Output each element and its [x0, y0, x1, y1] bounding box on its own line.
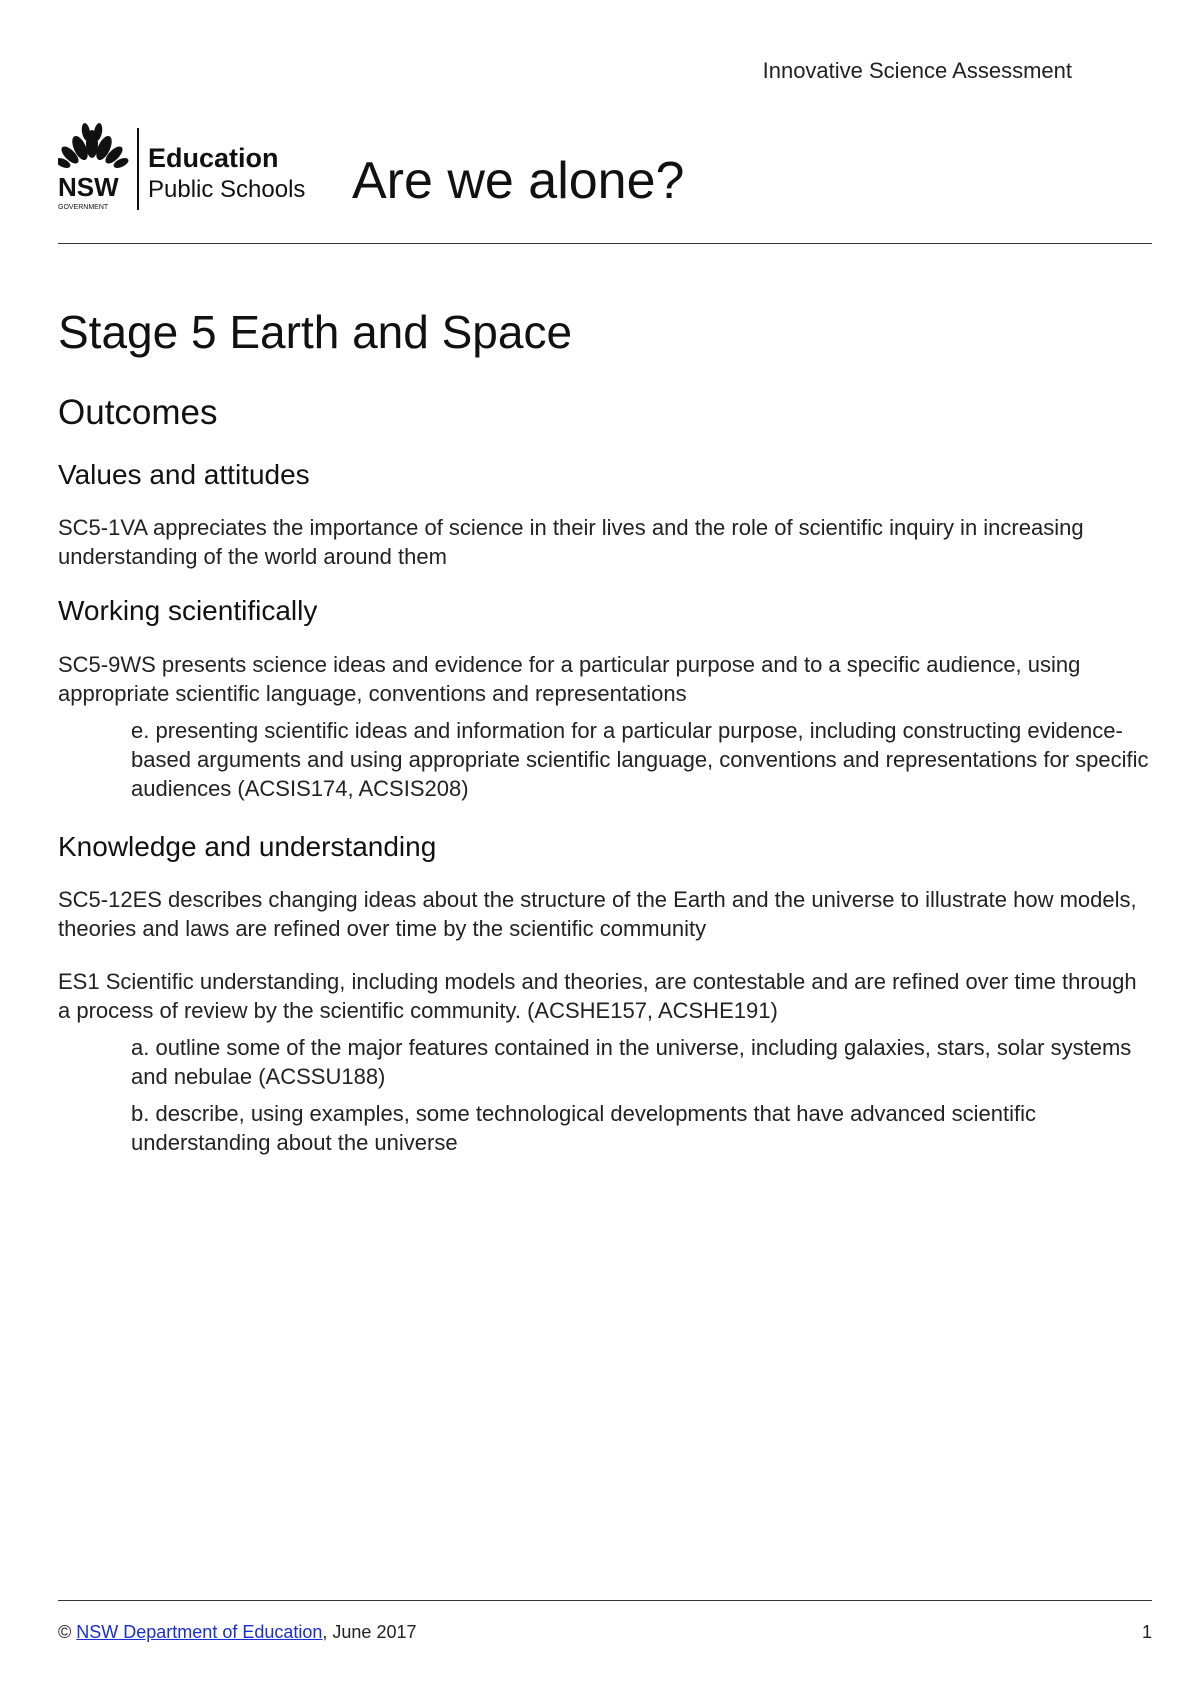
copyright-symbol: © [58, 1622, 72, 1642]
document-title: Are we alone? [352, 152, 685, 210]
outcome-paragraph: SC5-12ES describes changing ideas about the structure of the Earth and the universe to illustrate how models, theories and laws are refined over time by the scientific community [58, 886, 1137, 941]
outcomes-heading: Outcomes [58, 392, 218, 432]
indented-content-point: b. describe, using examples, some technological developments that have advanced scientific understanding about the universe [131, 1100, 1036, 1155]
indented-content-point: a. outline some of the major features contained in the universe, including galaxies, stars, solar systems and nebulae (ACSSU188) [131, 1034, 1132, 1089]
waratah-icon [58, 122, 130, 170]
running-header: Innovative Science Assessment [762, 58, 1072, 83]
nsw-education-logo [58, 120, 336, 212]
department-link[interactable]: NSW Department of Education [76, 1622, 323, 1642]
section-title: Knowledge and understanding [58, 830, 437, 862]
logo-divider [137, 128, 139, 210]
footer-rule [58, 1600, 1152, 1601]
logo-line2: Public Schools [148, 176, 306, 203]
masthead [58, 120, 1152, 212]
indented-content-point: e. presenting scientific ideas and information for a particular purpose, including constructing evidence-based arguments and using appropriate scientific language, conventions and representations for specific audiences (ACSIS174, ACSIS208) [131, 717, 1149, 801]
outcome-paragraph: SC5-9WS presents science ideas and evidence for a particular purpose and to a specific audience, using appropriate scientific language, conventions and representations [58, 651, 1081, 706]
page-heading: Stage 5 Earth and Space [58, 306, 573, 358]
page-number: 1 [1141, 1622, 1152, 1642]
section-title: Values and attitudes [58, 459, 310, 491]
section-title: Working scientifically [58, 595, 318, 627]
header-rule [58, 243, 1152, 244]
logo-wordmark-sub: GOVERNMENT [58, 204, 109, 211]
section-values-attitudes [58, 459, 1152, 571]
logo-wordmark-main: NSW [58, 172, 119, 202]
footer [58, 1622, 1152, 1643]
section-knowledge-understanding [58, 831, 1152, 1157]
document-body [58, 306, 1152, 1165]
section-working-scientifically [58, 595, 1152, 802]
outcome-paragraph: SC5-1VA appreciates the importance of science in their lives and the role of scientific inquiry in increasing understanding of the world around them [58, 515, 1084, 570]
logo-line1: Education [148, 143, 279, 173]
footer-date: , June 2017 [322, 1622, 417, 1642]
outcome-paragraph: ES1 Scientific understanding, including models and theories, are contestable and are refined over time through a process of review by the scientific community. (ACSHE157, ACSHE191) [58, 968, 1137, 1023]
